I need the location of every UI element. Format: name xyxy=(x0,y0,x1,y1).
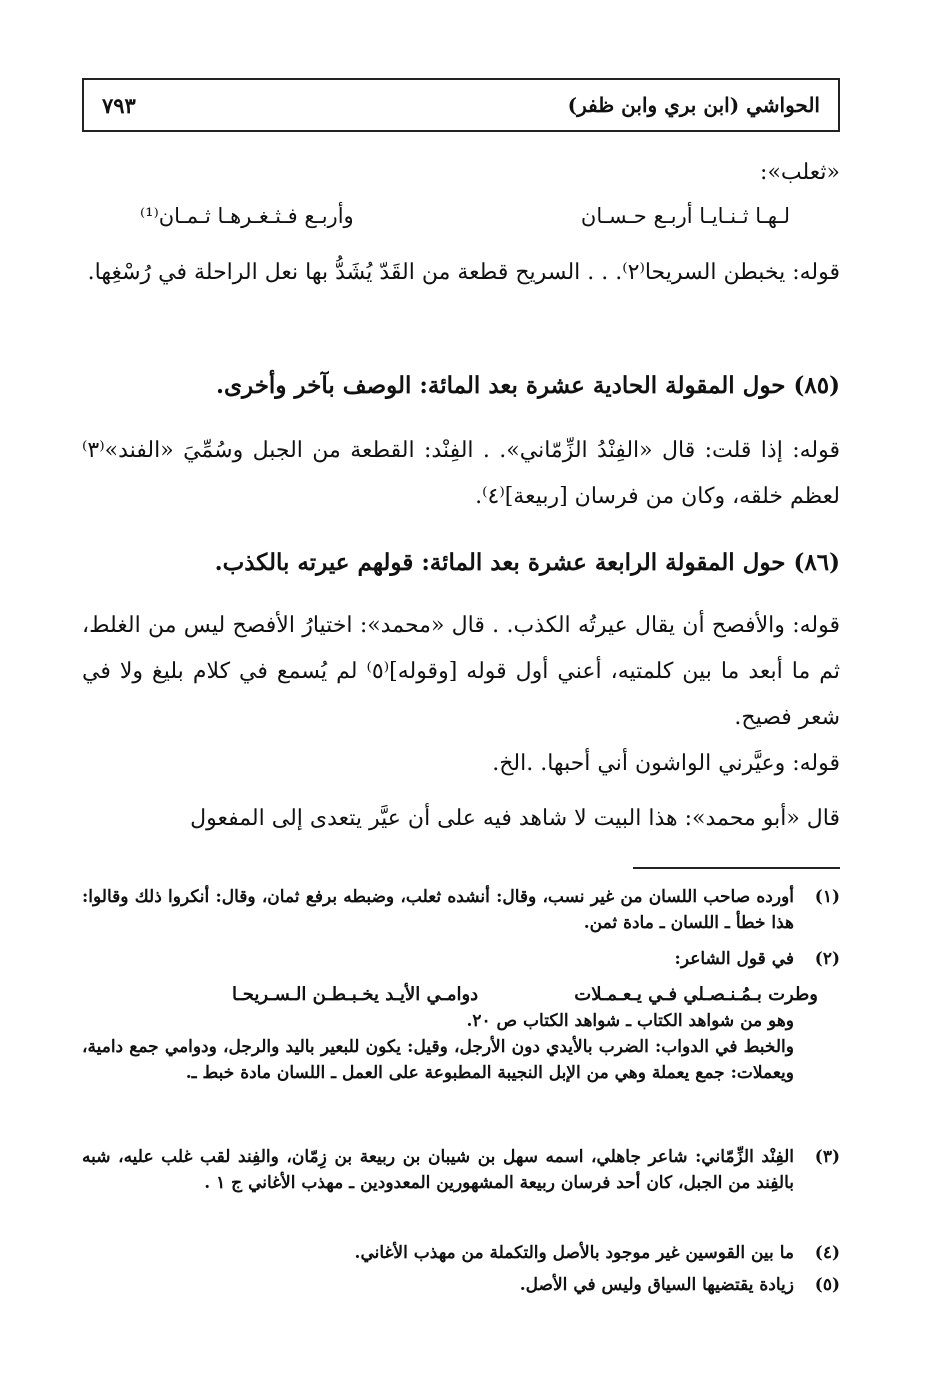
footnote-4 xyxy=(82,1240,840,1266)
paragraph-1: قوله: يخبطن السريحا⁽٢⁾. . . السريح قطعة من القَدّ يُشَدُّ بها نعل الراحلة في رُسْغِها. xyxy=(87,260,840,285)
header-title: الحواشي (ابن بري وابن ظفر) xyxy=(567,93,820,117)
paragraph-5: قال «أبو محمد»: هذا البيت لا شاهد فيه على أن عيَّر يتعدى إلى المفعول xyxy=(190,806,840,831)
footnote-3 xyxy=(82,1144,840,1196)
verse-1 xyxy=(140,204,790,228)
footnote-number: (٢) xyxy=(814,949,840,969)
footnote-text: أورده صاحب اللسان من غير نسب، وقال: أنشده ثعلب، وضبطه برفع ثمان، وقال: أنكروا ذلك وقالوا: هذا خطأ ـ اللسان ـ مادة ثمن. xyxy=(82,887,794,933)
heading-86: (٨٦) حول المقولة الرابعة عشرة بعد المائة: قولهم عيرته بالكذب. xyxy=(214,549,840,576)
footnote-5 xyxy=(82,1272,840,1298)
footnote-2 xyxy=(82,946,840,1086)
paragraph-3: قوله: والأفصح أن يقال عيرتُه الكذب. . قال «محمد»: اختيارُ الأفصح ليس من الغلط، ثم ما أبعد ما بين كلمتيه، أعني أول قوله [وقوله]⁽٥⁾ لم يُسمع في كلام بليغ ولا في شعر فصيح. xyxy=(82,613,840,730)
footnote-1 xyxy=(82,884,840,936)
footnote-verse xyxy=(82,982,840,1008)
paragraph-2: قوله: إذا قلت: قال «الفِنْدُ الزِّمّاني». . الفِنْد: القطعة من الجبل وسُمِّيَ «الفند»⁽٣⁾ لعظم خلقه، وكان من فرسان [ربيعة]⁽٤⁾. xyxy=(82,438,840,509)
footnote-number: (١) xyxy=(814,887,840,907)
footnote-text: الفِنْد الزِّمّاني: شاعر جاهلي، اسمه سهل بن شيبان بن ربيعة بن زِمّان، والفِند لقب غلب عليه، شبه بالفِند من الجبل، كان أحد فرسان ربيعة المشهورين المعدودين ـ مهذب الأغاني ج ١ . xyxy=(82,1147,794,1193)
tha3lab-line: «ثعلب»: xyxy=(760,160,840,185)
footnote-verse-left: دوامـي الأيـد يخـبـطـن الـسـريحـا xyxy=(232,984,479,1005)
verse-1-left: وأربـع فـثـغـرهـا ثـمـان⁽¹⁾ xyxy=(140,204,354,228)
running-header xyxy=(82,78,840,132)
footnote-text: ما بين القوسين غير موجود بالأصل والتكملة من مهذب الأغاني. xyxy=(354,1243,794,1263)
footnote-text-3: والخبط في الدواب: الضرب بالأيدي دون الأرجل، وقيل: يكون للبعير باليد والرجل، ودوامي جمع دامية، ويعملات: جمع يعملة وهي من الإبل النجيبة المطبوعة على العمل ـ اللسان مادة خبط ـ. xyxy=(82,1037,794,1083)
footnote-text-2: وهو من شواهد الكتاب ـ شواهد الكتاب ص ٢٠. xyxy=(466,1011,794,1031)
footnote-separator xyxy=(633,867,840,869)
footnote-number: (٣) xyxy=(814,1147,840,1167)
page-number: ٧٩٣ xyxy=(102,92,136,118)
footnote-verse-right: وطرت بـمُـنـصـلي فـي يـعـمـلات xyxy=(574,984,818,1005)
footnote-text: في قول الشاعر: xyxy=(674,949,794,969)
paragraph-4: قوله: وعيَّرني الواشون أني أحبها. .الخ. xyxy=(492,751,840,776)
footnote-text: زيادة يقتضيها السياق وليس في الأصل. xyxy=(519,1275,794,1295)
footnote-number: (٤) xyxy=(814,1243,840,1263)
footnote-number: (٥) xyxy=(814,1275,840,1295)
verse-1-right: لـهـا ثـنـايـا أربـع حـسـان xyxy=(580,204,790,228)
heading-85: (٨٥) حول المقولة الحادية عشرة بعد المائة: الوصف بآخر وأخرى. xyxy=(216,372,840,399)
